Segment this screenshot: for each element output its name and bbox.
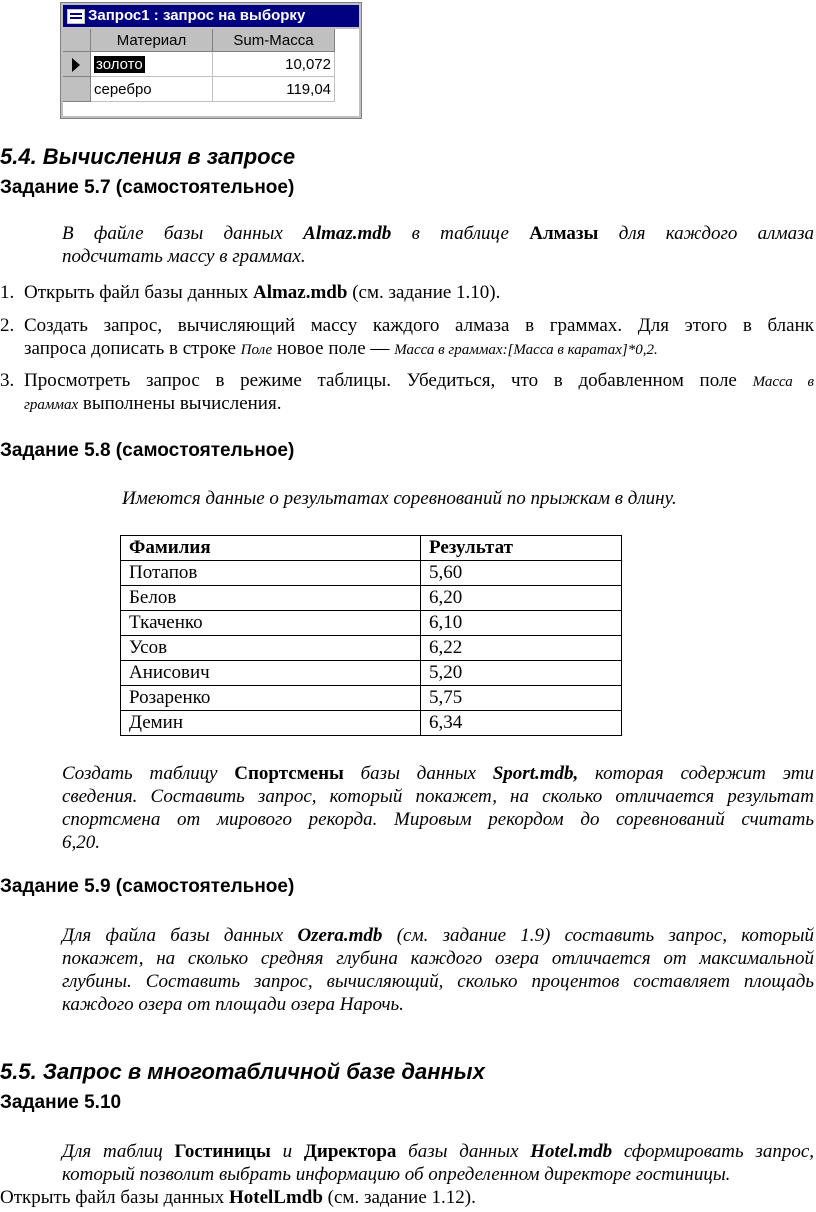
text: и <box>270 1141 304 1162</box>
table-row <box>121 711 622 736</box>
task-text-line: спортсмена от мирового рекорда. Мировым рекордом до соревнований считать <box>62 809 814 830</box>
field-name: Масса в <box>752 374 814 390</box>
cell-sum-mass[interactable]: 119,04 <box>213 77 335 102</box>
cell-surname: Розаренко <box>121 686 421 711</box>
cell-surname: Потапов <box>121 561 421 586</box>
step-1 <box>0 281 501 304</box>
text: для каждого алмаза <box>598 223 814 244</box>
cell-result: 5,20 <box>421 661 622 686</box>
cell-surname: Белов <box>121 586 421 611</box>
field-name: Поле <box>240 342 273 358</box>
step-number: 3. <box>0 370 15 391</box>
text: запроса дописать в строке <box>24 338 241 359</box>
text: Открыть файл базы данных <box>0 1187 229 1208</box>
file-name: Hotel.mdb <box>530 1141 613 1162</box>
section-heading: 5.5. Запрос в многотабличной базе данных <box>0 1059 485 1084</box>
text: Для файла базы данных <box>62 925 298 946</box>
column-header-sum-mass[interactable]: Sum-Масса <box>213 29 335 52</box>
task-text-line: покажет, на сколько средняя глубина каждого озера отличается от максимальной <box>62 948 814 969</box>
cell-material: золото <box>96 56 143 73</box>
table-name: Гостиницы <box>174 1141 271 1162</box>
task-text-line: сведения. Составить запрос, который покажет, на сколько отличается результат <box>62 786 814 807</box>
column-header: Результат <box>421 536 622 561</box>
task-intro: Имеются данные о результатах соревнований по прыжкам в длину. <box>122 488 677 509</box>
cell-material[interactable]: серебро <box>91 77 213 102</box>
task-title: Задание 5.10 <box>0 1092 122 1113</box>
window-title-bar[interactable] <box>63 5 359 27</box>
table-row <box>121 611 622 636</box>
datasheet-icon <box>67 9 85 24</box>
text: Для таблиц <box>62 1141 175 1162</box>
file-name: Almaz.mdb <box>252 282 348 303</box>
table-cell[interactable] <box>91 52 213 77</box>
task-title: Задание 5.7 (самостоятельное) <box>0 177 295 198</box>
file-name: HotelLmdb <box>228 1187 323 1208</box>
step-text <box>24 369 814 394</box>
results-table <box>120 535 622 736</box>
table-row <box>121 586 622 611</box>
column-header: Фамилия <box>121 536 421 561</box>
column-header-material[interactable]: Материал <box>91 29 213 52</box>
cell-result: 6,20 <box>421 586 622 611</box>
text: Открыть файл базы данных <box>24 282 253 303</box>
text: (см. задание 1.10). <box>347 282 501 303</box>
cell-result: 6,34 <box>421 711 622 736</box>
table-name: Спортсмены <box>234 763 344 784</box>
text: (см. задание 1.9) составить запрос, который <box>382 925 815 946</box>
task-text-line: каждого озера от площади озера Нарочь. <box>62 994 404 1015</box>
current-record-arrow-icon <box>72 58 80 72</box>
text: новое поле — <box>272 338 395 359</box>
task-title: Задание 5.8 (самостоятельное) <box>0 440 295 461</box>
text: которая содержит эти <box>578 763 814 784</box>
task-text-line: глубины. Составить запрос, вычисляющий, сколько процентов составляет площадь <box>62 971 814 992</box>
text: базы данных <box>396 1141 531 1162</box>
row-selector[interactable] <box>63 77 91 102</box>
text: В файле базы данных <box>62 223 304 244</box>
task-text-line: 6,20. <box>62 832 100 853</box>
step-number: 2. <box>0 315 15 336</box>
row-selector[interactable] <box>63 52 91 77</box>
table-name: Директора <box>303 1141 397 1162</box>
corner-selector[interactable] <box>63 29 91 52</box>
file-name: Ozera.mdb <box>297 925 383 946</box>
task-text-line: который позволит выбрать информацию об определенном директоре гостиницы. <box>62 1164 731 1185</box>
section-heading: 5.4. Вычисления в запросе <box>0 144 296 169</box>
step-text <box>24 281 500 304</box>
cell-surname: Анисович <box>121 661 421 686</box>
cell-surname: Усов <box>121 636 421 661</box>
table-row <box>121 561 622 586</box>
field-name: граммах <box>24 397 79 413</box>
cell-result: 5,60 <box>421 561 622 586</box>
task-text <box>62 762 814 785</box>
text: Просмотреть запрос в режиме таблицы. Убедиться, что в добавленном поле <box>24 370 753 391</box>
task-title: Задание 5.9 (самостоятельное) <box>0 876 295 897</box>
step-text <box>24 337 658 362</box>
cell-result: 5,75 <box>421 686 622 711</box>
step-text <box>24 392 281 417</box>
cell-surname: Ткаченко <box>121 611 421 636</box>
expression: Масса в граммах:[Масса в каратах]*0,2. <box>394 342 658 358</box>
cell-result: 6,22 <box>421 636 622 661</box>
step-text: Создать запрос, вычисляющий массу каждого алмаза в граммах. Для этого в бланк <box>24 315 814 336</box>
step-number: 1. <box>0 282 15 303</box>
file-name: Sport.mdb, <box>492 763 579 784</box>
cell-result: 6,10 <box>421 611 622 636</box>
text: Создать таблицу <box>62 763 235 784</box>
text: базы данных <box>343 763 493 784</box>
text: в таблице <box>391 223 530 244</box>
table-name: Алмазы <box>529 223 599 244</box>
table-row <box>121 661 622 686</box>
text: сформировать запрос, <box>612 1141 815 1162</box>
cell-sum-mass[interactable]: 10,072 <box>213 52 335 77</box>
task-text <box>62 924 814 947</box>
table-header-row <box>121 536 622 561</box>
datasheet-grid <box>63 29 359 116</box>
task-intro <box>62 222 814 245</box>
step-text <box>0 1186 476 1209</box>
table-row <box>121 636 622 661</box>
query-window <box>60 2 362 119</box>
window-title: Запрос1 : запрос на выборку <box>88 7 306 24</box>
task-intro-line: подсчитать массу в граммах. <box>62 246 306 267</box>
file-name: Almaz.mdb <box>303 223 392 244</box>
text: выполнены вычисления. <box>78 393 282 414</box>
task-text <box>62 1140 814 1163</box>
text: (см. задание 1.12). <box>322 1187 476 1208</box>
cell-surname: Демин <box>121 711 421 736</box>
table-row <box>121 686 622 711</box>
